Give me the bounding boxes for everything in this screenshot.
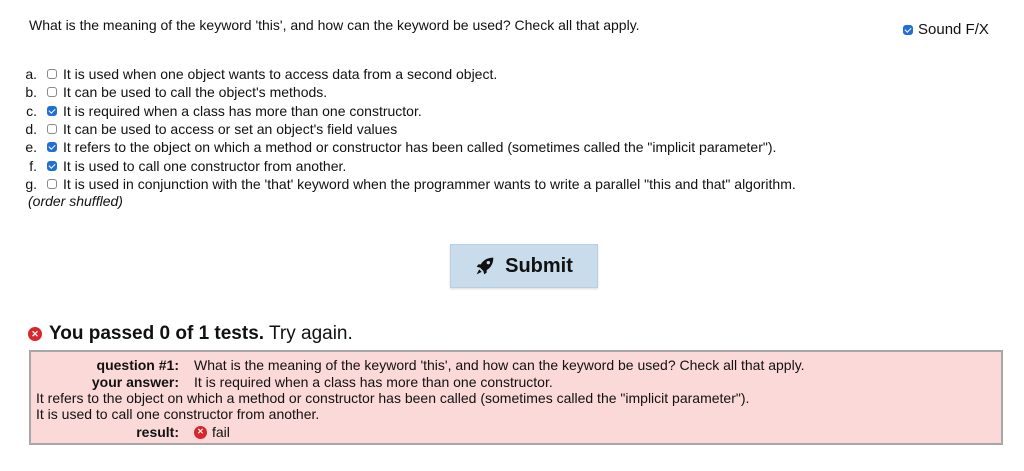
question-label: question #1: <box>96 357 179 373</box>
option-e[interactable] <box>21 138 796 156</box>
question-text: What is the meaning of the keyword 'this', and how can the keyword be used? Check all that apply. <box>194 357 805 373</box>
option-f-text: It is used to call one constructor from another. <box>63 157 347 174</box>
option-a[interactable] <box>21 65 796 83</box>
sound-fx-toggle[interactable] <box>903 21 989 38</box>
sound-fx-checkbox[interactable] <box>903 25 913 35</box>
option-letter: a. <box>25 66 37 83</box>
option-c-checkbox[interactable] <box>47 106 57 116</box>
answer-line-2: It refers to the object on which a method or constructor has been called (sometimes called the "implicit parameter"). <box>36 390 750 406</box>
result-summary-bold: You passed 0 of 1 tests. <box>49 323 265 344</box>
answer-options <box>21 65 796 193</box>
option-g-checkbox[interactable] <box>47 179 57 189</box>
sound-fx-label: Sound F/X <box>918 21 989 38</box>
option-letter: f. <box>29 157 37 174</box>
test-result-summary <box>28 323 353 345</box>
option-letter: b. <box>25 84 37 101</box>
option-a-checkbox[interactable] <box>47 69 57 79</box>
option-d[interactable] <box>21 120 796 138</box>
option-c[interactable] <box>21 102 796 120</box>
option-b-text: It can be used to call the object's methods. <box>63 84 328 101</box>
option-letter: d. <box>25 121 37 138</box>
option-g[interactable] <box>21 175 796 193</box>
option-b-checkbox[interactable] <box>47 87 57 97</box>
rocket-icon <box>475 256 495 276</box>
answer-line-1: It is required when a class has more than one constructor. <box>194 374 553 390</box>
option-f[interactable] <box>21 156 796 174</box>
option-f-checkbox[interactable] <box>47 161 57 171</box>
option-letter: c. <box>26 102 37 119</box>
option-d-checkbox[interactable] <box>47 124 57 134</box>
submit-button[interactable] <box>450 244 598 288</box>
result-summary-rest: Try again. <box>264 323 353 344</box>
option-a-text: It is used when one object wants to access data from a second object. <box>63 66 498 83</box>
option-letter: e. <box>25 139 37 156</box>
result-details-box <box>29 350 1003 445</box>
order-shuffled-note: (order shuffled) <box>28 193 123 209</box>
option-letter: g. <box>25 175 37 192</box>
answer-label: your answer: <box>91 374 179 390</box>
result-label: result: <box>136 424 179 440</box>
option-g-text: It is used in conjunction with the 'that' keyword when the programmer wants to write a parallel "this and that" algorithm. <box>63 175 796 192</box>
fail-x-icon: ✕ <box>194 426 207 439</box>
option-c-text: It is required when a class has more than one constructor. <box>63 102 422 119</box>
fail-x-icon: ✕ <box>28 327 42 341</box>
option-e-text: It refers to the object on which a method or constructor has been called (sometimes called the "implicit parameter"). <box>63 139 777 156</box>
result-text: fail <box>212 424 230 440</box>
option-d-text: It can be used to access or set an object's field values <box>63 121 398 138</box>
option-e-checkbox[interactable] <box>47 142 57 152</box>
question-prompt: What is the meaning of the keyword 'this', and how can the keyword be used? Check all that apply. <box>29 17 640 33</box>
option-b[interactable] <box>21 83 796 101</box>
submit-label: Submit <box>505 254 573 277</box>
answer-line-3: It is used to call one constructor from another. <box>36 406 320 422</box>
